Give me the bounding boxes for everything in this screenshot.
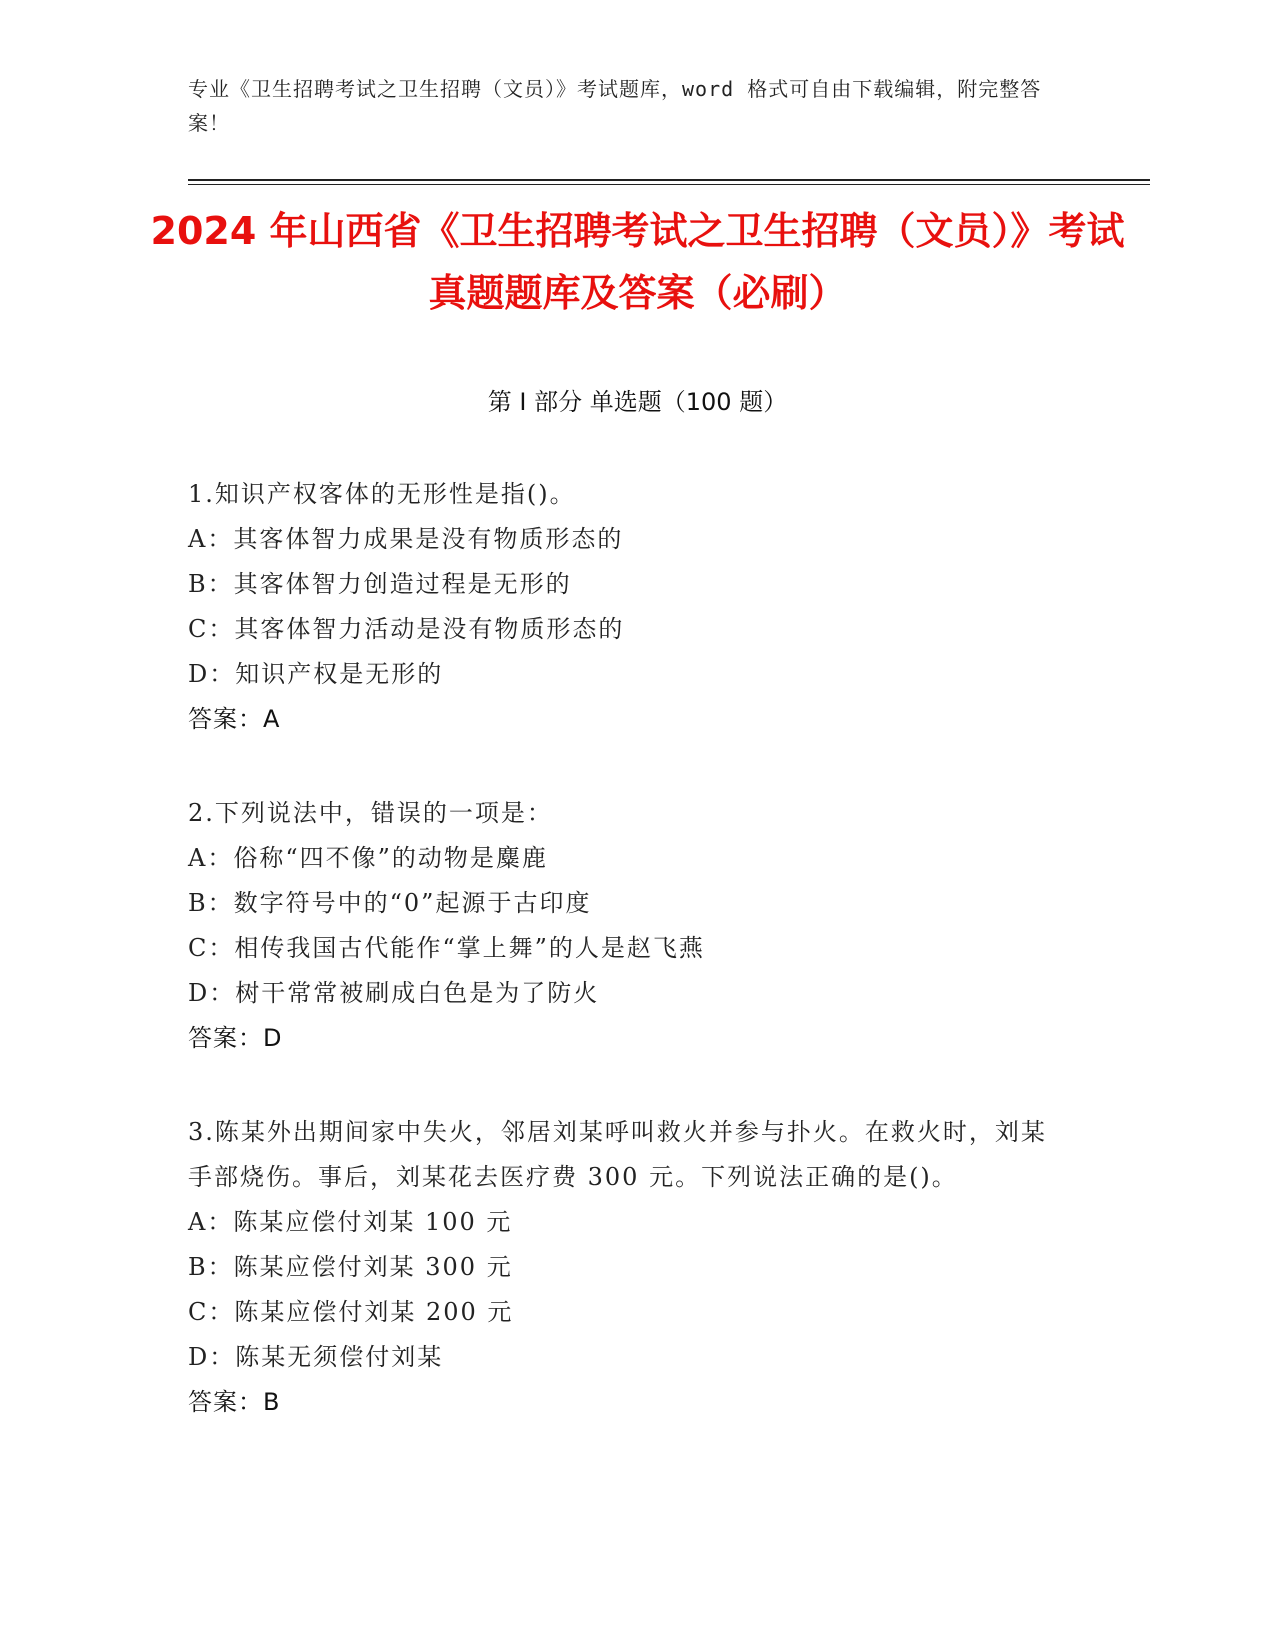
header-note: 专业《卫生招聘考试之卫生招聘（文员）》考试题库，word 格式可自由下载编辑，附完整答案！ bbox=[188, 77, 1042, 135]
question-stem: 2.下列说法中，错误的一项是： bbox=[188, 799, 553, 827]
option-b: B：数字符号中的“0”起源于古印度 bbox=[188, 889, 592, 917]
header-rule-thin bbox=[188, 184, 1150, 185]
option-d: D：陈某无须偿付刘某 bbox=[188, 1343, 444, 1371]
option-c: C：其客体智力活动是没有物质形态的 bbox=[188, 615, 625, 643]
option-d: D：知识产权是无形的 bbox=[188, 660, 444, 688]
option-a: A：其客体智力成果是没有物质形态的 bbox=[188, 525, 624, 553]
question-block bbox=[188, 1110, 1068, 1425]
section-title: 第 I 部分 单选题（100 题） bbox=[487, 388, 788, 416]
question-stem: 1.知识产权客体的无形性是指()。 bbox=[188, 480, 576, 508]
option-a: A：陈某应偿付刘某 100 元 bbox=[188, 1208, 513, 1236]
answer-line: 答案：D bbox=[188, 1024, 283, 1052]
option-a: A：俗称“四不像”的动物是麋鹿 bbox=[188, 844, 548, 872]
question-block bbox=[188, 472, 1068, 742]
option-b: B：陈某应偿付刘某 300 元 bbox=[188, 1253, 513, 1281]
document-title: 2024 年山西省《卫生招聘考试之卫生招聘（文员）》考试真题题库及答案（必刷） bbox=[150, 209, 1125, 315]
header-rule-thick bbox=[188, 179, 1150, 181]
option-c: C：相传我国古代能作“掌上舞”的人是赵飞燕 bbox=[188, 934, 705, 962]
option-c: C：陈某应偿付刘某 200 元 bbox=[188, 1298, 514, 1326]
question-stem: 3.陈某外出期间家中失火，邻居刘某呼叫救火并参与扑火。在救火时，刘某手部烧伤。事后，刘某花去医疗费 300 元。下列说法正确的是()。 bbox=[188, 1118, 1047, 1191]
answer-line: 答案：B bbox=[188, 1388, 281, 1416]
option-d: D：树干常常被刷成白色是为了防火 bbox=[188, 979, 600, 1007]
question-block bbox=[188, 791, 1068, 1061]
option-b: B：其客体智力创造过程是无形的 bbox=[188, 570, 572, 598]
answer-line: 答案：A bbox=[188, 705, 281, 733]
